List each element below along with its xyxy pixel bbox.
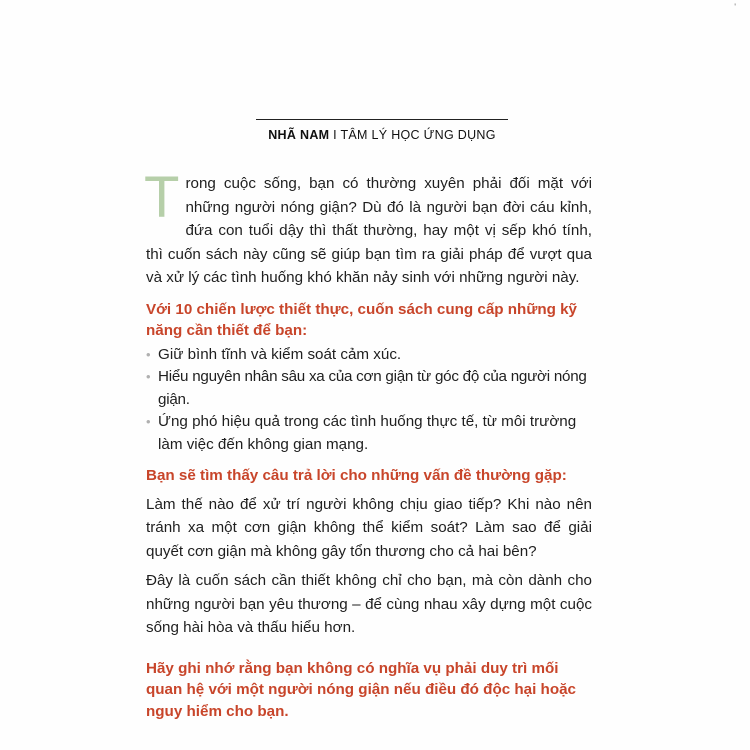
dropcap: T bbox=[144, 165, 180, 230]
series-name: TÂM LÝ HỌC ỨNG DỤNG bbox=[340, 128, 496, 142]
corner-mark: ' bbox=[734, 2, 736, 12]
header-rule bbox=[256, 119, 508, 120]
questions-paragraph: Làm thế nào để xử trí người không chịu giao tiếp? Khi nào nên tránh xa một cơn giận không thể kiểm soát? Làm sao để giải quyết cơn giận mà không gây tổn thương cho cả hai bên? bbox=[146, 495, 592, 560]
closing-paragraph: Đây là cuốn sách cần thiết không chỉ cho bạn, mà còn dành cho những người bạn yêu thương – để cùng nhau xây dựng một cuộc sống hài hòa và thấu hiểu hơn. bbox=[146, 572, 592, 636]
publisher-name: NHÃ NAM bbox=[268, 128, 330, 142]
list-item: • Giữ bình tĩnh và kiểm soát cảm xúc. bbox=[146, 344, 592, 367]
reminder-paragraph: Hãy ghi nhớ rằng bạn không có nghĩa vụ phải duy trì mối quan hệ với một người nóng giận nếu điều đó độc hại hoặc nguy hiểm cho bạn. bbox=[146, 659, 577, 720]
list-item: • Hiểu nguyên nhân sâu xa của cơn giận từ góc độ của người nóng giận. bbox=[146, 366, 592, 411]
skills-heading: Với 10 chiến lược thiết thực, cuốn sách cung cấp những kỹ năng cần thiết để bạn: bbox=[146, 300, 577, 339]
skills-list bbox=[146, 344, 592, 457]
intro-text: rong cuộc sống, bạn có thường xuyên phải đối mặt với những người nóng giận? Dù đó là người bạn đời cáu kỉnh, đứa con tuổi dậy thì thất thường, hay một vị sếp khó tính, thì cuốn sách này cũng sẽ giúp bạn tìm ra giải pháp để vượt qua và xử lý các tình huống khó khăn nảy sinh với những người này. bbox=[146, 175, 592, 286]
blurb-content bbox=[144, 165, 592, 722]
header-separator: I bbox=[333, 128, 337, 142]
publisher-header bbox=[256, 128, 508, 142]
intro-paragraph bbox=[144, 165, 592, 290]
answers-heading: Bạn sẽ tìm thấy câu trả lời cho những vấn đề thường gặp: bbox=[146, 467, 567, 484]
list-item: • Ứng phó hiệu quả trong các tình huống thực tế, từ môi trường làm việc đến không gian mạng. bbox=[146, 411, 592, 456]
